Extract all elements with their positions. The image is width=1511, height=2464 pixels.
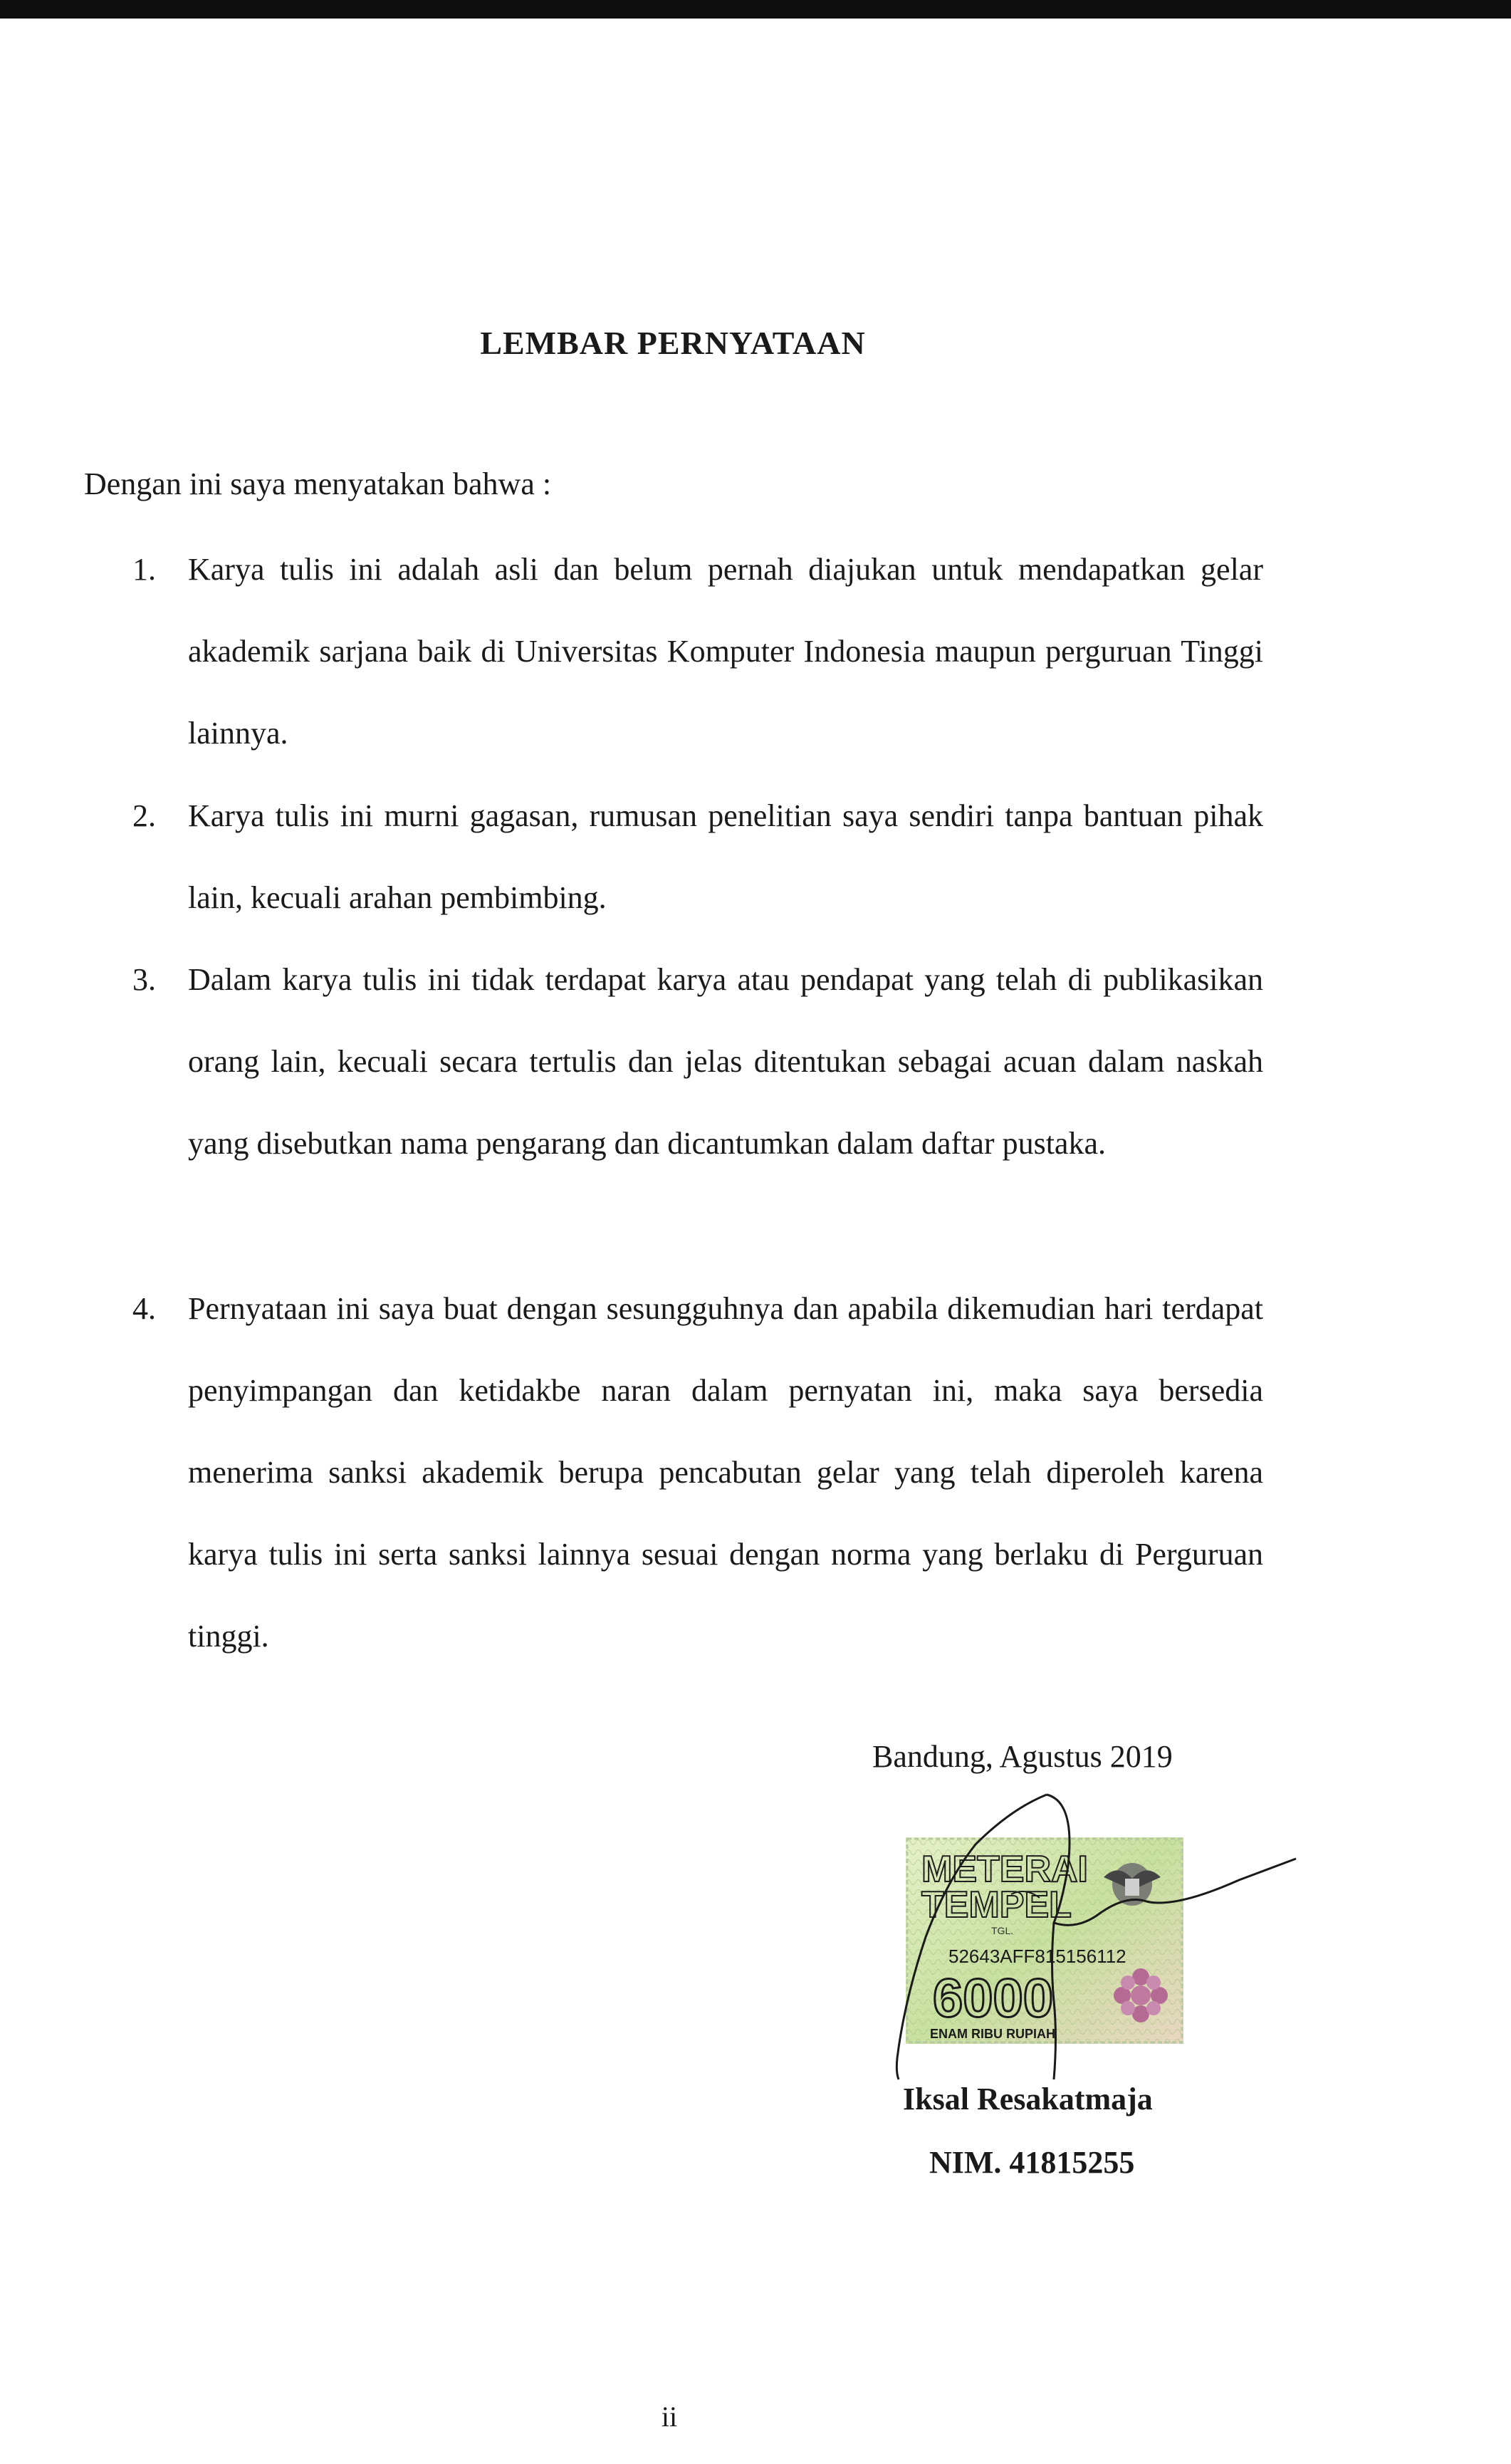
stamp-serial: 52643AFF815156112 <box>948 1946 1126 1967</box>
statement-number: 3. <box>132 962 156 997</box>
statement-number: 1. <box>132 552 156 587</box>
statement-text: Karya tulis ini murni gagasan, rumusan penelitian saya sendiri tanpa bantuan pihak lain, kecuali arahan pembimbing. <box>188 798 1263 915</box>
signer-nim: NIM. 41815255 <box>929 2145 1135 2180</box>
stamp-value-words: ENAM RIBU RUPIAH <box>930 2027 1056 2041</box>
statement-text: Dalam karya tulis ini tidak terdapat karya atau pendapat yang telah di publikasikan orang lain, kecuali secara tertulis dan jelas ditentukan sebagai acuan dalam naskah yang disebutkan nama pengarang dan dicantumkan dalam daftar pustaka. <box>188 962 1263 1161</box>
signer-name: Iksal Resakatmaja <box>903 2082 1153 2116</box>
statement-number: 2. <box>132 798 156 833</box>
statement-number: 4. <box>132 1291 156 1326</box>
statement-item <box>132 939 1263 1184</box>
stamp-line2: TEMPEL <box>921 1884 1072 1926</box>
statement-item <box>132 775 1263 939</box>
statement-item <box>132 528 1263 774</box>
statement-text: Karya tulis ini adalah asli dan belum pernah diajukan untuk mendapatkan gelar akademik sarjana baik di Universitas Komputer Indonesia maupun perguruan Tinggi lainnya. <box>188 552 1263 751</box>
scan-top-edge <box>0 0 1511 19</box>
stamp-value: 6000 <box>933 1968 1054 2029</box>
page-number: ii <box>661 2401 678 2433</box>
place-date: Bandung, Agustus 2019 <box>872 1739 1173 1774</box>
revenue-stamp <box>906 1837 1183 2044</box>
stamp-line1: METERAI <box>921 1849 1088 1890</box>
statement-text: Pernyataan ini saya buat dengan sesungguhnya dan apabila dikemudian hari terdapat penyimpangan dan ketidakbe naran dalam pernyatan ini, maka saya bersedia menerima sanksi akademik berupa pencabutan gelar yang telah diperoleh karena karya tulis ini serta sanksi lainnya sesuai dengan norma yang berlaku di Perguruan tinggi. <box>188 1291 1263 1654</box>
intro-text: Dengan ini saya menyatakan bahwa : <box>84 466 552 501</box>
statement-item <box>132 1268 1263 1677</box>
page-title: LEMBAR PERNYATAAN <box>480 325 866 361</box>
stamp-tgl-label: TGL. <box>991 1925 1014 1936</box>
